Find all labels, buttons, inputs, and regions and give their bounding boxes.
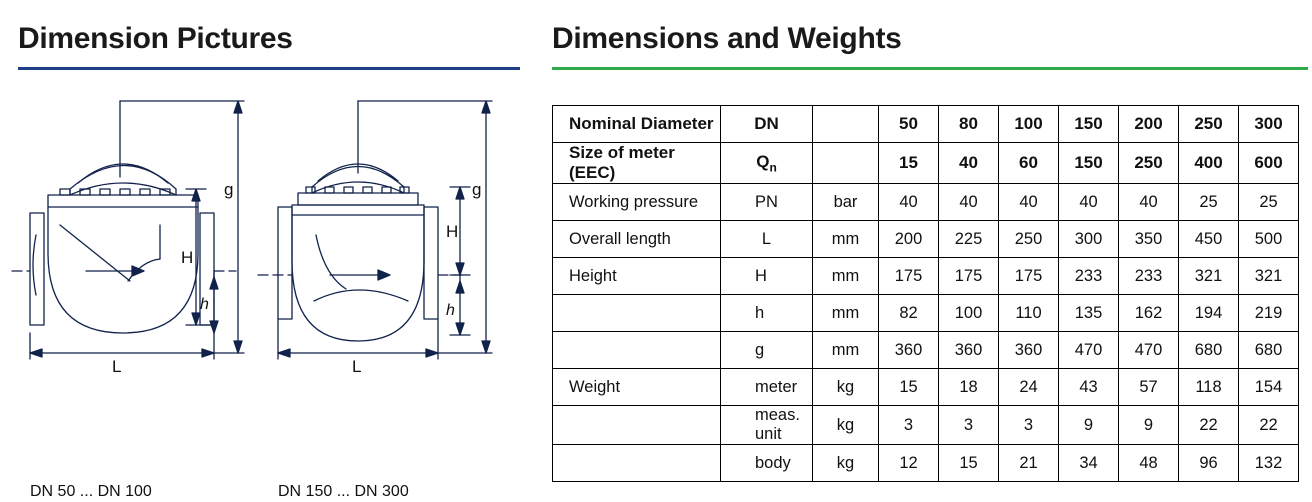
table-cell: 82 (879, 295, 939, 332)
label-L-left: L (112, 357, 122, 376)
drawings-area (0, 85, 540, 500)
table-cell: 162 (1119, 295, 1179, 332)
row-symbol: meter (721, 369, 813, 406)
row-symbol: DN (721, 106, 813, 143)
table-cell: 470 (1119, 332, 1179, 369)
meter-drawings-svg (0, 85, 540, 415)
table-row (553, 106, 1299, 143)
table-cell: 9 (1119, 406, 1179, 445)
table-cell: 680 (1239, 332, 1299, 369)
table-cell: 400 (1179, 143, 1239, 184)
row-unit (813, 106, 879, 143)
table-cell: 360 (939, 332, 999, 369)
table-cell: 60 (999, 143, 1059, 184)
table-cell: 175 (999, 258, 1059, 295)
table-cell: 34 (1059, 445, 1119, 482)
table-cell: 118 (1179, 369, 1239, 406)
row-label (553, 406, 721, 445)
table-cell: 321 (1239, 258, 1299, 295)
caption-dn50-dn100: DN 50 ... DN 100 (30, 483, 152, 500)
table-cell: 40 (939, 143, 999, 184)
table-cell: 40 (1059, 184, 1119, 221)
table-row (553, 369, 1299, 406)
table-cell: 40 (999, 184, 1059, 221)
table-cell: 80 (939, 106, 999, 143)
table-cell: 200 (1119, 106, 1179, 143)
label-g-right: g (472, 180, 482, 199)
dimension-pictures-title: Dimension Pictures (18, 22, 293, 55)
table-cell: 43 (1059, 369, 1119, 406)
row-symbol: g (721, 332, 813, 369)
dimension-pictures-panel (0, 0, 540, 502)
label-h-right: h (446, 302, 455, 319)
table-cell: 12 (879, 445, 939, 482)
row-unit: kg (813, 369, 879, 406)
table-cell: 25 (1239, 184, 1299, 221)
dimensions-weights-title: Dimensions and Weights (552, 22, 902, 55)
table-cell: 3 (999, 406, 1059, 445)
table-cell: 132 (1239, 445, 1299, 482)
table-cell: 15 (879, 369, 939, 406)
table-cell: 24 (999, 369, 1059, 406)
table-cell: 350 (1119, 221, 1179, 258)
row-symbol: H (721, 258, 813, 295)
table-row (553, 445, 1299, 482)
table-row (553, 184, 1299, 221)
row-unit: kg (813, 445, 879, 482)
table-row (553, 221, 1299, 258)
table-cell: 500 (1239, 221, 1299, 258)
row-unit: mm (813, 295, 879, 332)
table-cell: 175 (879, 258, 939, 295)
table-cell: 100 (939, 295, 999, 332)
row-symbol: L (721, 221, 813, 258)
row-unit: bar (813, 184, 879, 221)
label-L-right: L (352, 357, 362, 376)
table-cell: 18 (939, 369, 999, 406)
dimension-pictures-underline (18, 67, 520, 70)
row-label (553, 295, 721, 332)
label-H-right: H (446, 222, 459, 241)
table-cell: 3 (939, 406, 999, 445)
table-cell: 22 (1179, 406, 1239, 445)
table-cell: 154 (1239, 369, 1299, 406)
row-symbol: body (721, 445, 813, 482)
table-cell: 250 (999, 221, 1059, 258)
table-row (553, 143, 1299, 184)
table-cell: 15 (879, 143, 939, 184)
table-cell: 250 (1179, 106, 1239, 143)
table-cell: 100 (999, 106, 1059, 143)
row-label: Working pressure (553, 184, 721, 221)
row-label: Height (553, 258, 721, 295)
table-cell: 450 (1179, 221, 1239, 258)
table-cell: 194 (1179, 295, 1239, 332)
table-row (553, 295, 1299, 332)
row-unit: mm (813, 221, 879, 258)
label-g-left: g (224, 180, 234, 199)
table-cell: 40 (879, 184, 939, 221)
table-cell: 57 (1119, 369, 1179, 406)
table-cell: 250 (1119, 143, 1179, 184)
table-cell: 22 (1239, 406, 1299, 445)
row-symbol: h (721, 295, 813, 332)
table-cell: 150 (1059, 106, 1119, 143)
table-cell: 3 (879, 406, 939, 445)
row-label (553, 332, 721, 369)
dimensions-weights-panel (546, 0, 1312, 502)
table-cell: 200 (879, 221, 939, 258)
table-row (553, 258, 1299, 295)
table-cell: 321 (1179, 258, 1239, 295)
table-cell: 48 (1119, 445, 1179, 482)
row-label: Size of meter (EEC) (553, 143, 721, 184)
row-symbol: meas. unit (721, 406, 813, 445)
table-cell: 135 (1059, 295, 1119, 332)
table-row (553, 406, 1299, 445)
table-cell: 680 (1179, 332, 1239, 369)
table-cell: 233 (1119, 258, 1179, 295)
table-cell: 225 (939, 221, 999, 258)
table-cell: 470 (1059, 332, 1119, 369)
table-row (553, 332, 1299, 369)
table-cell: 40 (939, 184, 999, 221)
table-cell: 96 (1179, 445, 1239, 482)
table-cell: 600 (1239, 143, 1299, 184)
table-cell: 110 (999, 295, 1059, 332)
row-label: Nominal Diameter (553, 106, 721, 143)
table-cell: 233 (1059, 258, 1119, 295)
label-h-left: h (200, 296, 209, 313)
table-cell: 150 (1059, 143, 1119, 184)
table-cell: 300 (1059, 221, 1119, 258)
table-cell: 50 (879, 106, 939, 143)
table-cell: 25 (1179, 184, 1239, 221)
row-label: Overall length (553, 221, 721, 258)
row-unit: kg (813, 406, 879, 445)
dimensions-table-body (553, 106, 1299, 482)
row-label: Weight (553, 369, 721, 406)
row-symbol: PN (721, 184, 813, 221)
row-symbol: $Q_n$ (721, 143, 813, 184)
table-cell: 219 (1239, 295, 1299, 332)
dimensions-weights-underline (552, 67, 1308, 70)
label-H-left: H (181, 248, 194, 267)
row-unit (813, 143, 879, 184)
table-cell: 21 (999, 445, 1059, 482)
table-cell: 360 (879, 332, 939, 369)
dimensions-table (552, 105, 1299, 482)
row-label (553, 445, 721, 482)
row-unit: mm (813, 332, 879, 369)
table-cell: 175 (939, 258, 999, 295)
caption-dn150-dn300: DN 150 ... DN 300 (278, 483, 409, 500)
table-cell: 300 (1239, 106, 1299, 143)
table-cell: 40 (1119, 184, 1179, 221)
table-cell: 15 (939, 445, 999, 482)
table-cell: 9 (1059, 406, 1119, 445)
row-unit: mm (813, 258, 879, 295)
table-cell: 360 (999, 332, 1059, 369)
